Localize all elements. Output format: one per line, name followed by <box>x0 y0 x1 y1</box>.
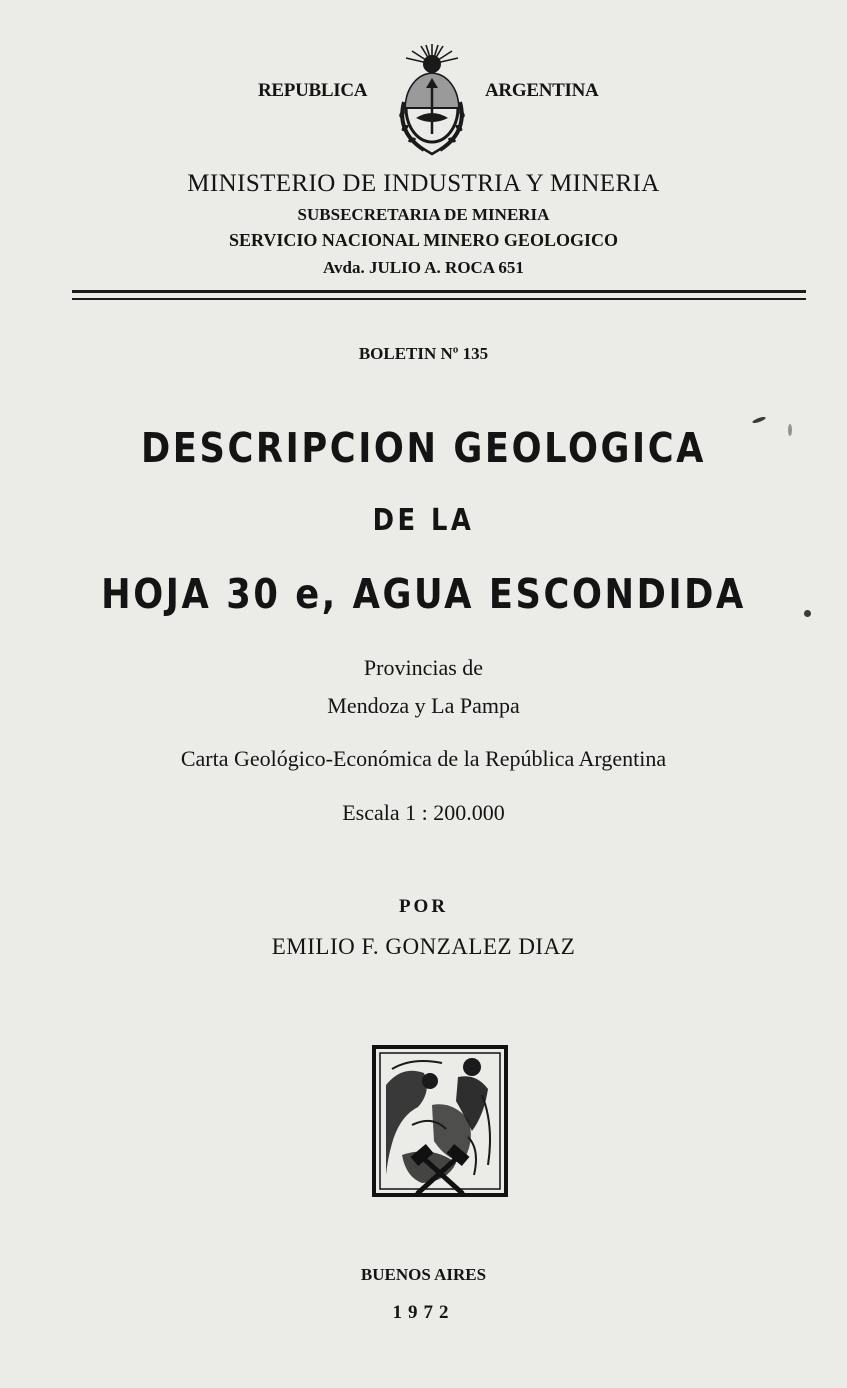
provinces: Mendoza y La Pampa <box>327 693 520 718</box>
country-left-label: REPUBLICA <box>258 80 368 101</box>
title-line-1: DESCRIPCION GEOLOGICA <box>140 424 707 472</box>
provinces-label: Provincias de <box>363 655 484 680</box>
title-line-3: HOJA 30 e, AGUA ESCONDIDA <box>101 570 746 618</box>
ministry-name: MINISTERIO DE INDUSTRIA Y MINERIA <box>187 170 660 197</box>
bulletin-number: BOLETIN Nº 135 <box>358 344 489 363</box>
imprint-city: BUENOS AIRES <box>360 1265 487 1284</box>
country-right-label: ARGENTINA <box>485 80 599 101</box>
subsecretaria-name: SUBSECRETARIA DE MINERIA <box>297 205 550 224</box>
header-rule-bottom <box>72 298 806 300</box>
address: Avda. JULIO A. ROCA 651 <box>323 258 524 277</box>
map-scale: Escala 1 : 200.000 <box>342 800 505 825</box>
paper-speck <box>788 424 792 436</box>
author-name: EMILIO F. GONZALEZ DIAZ <box>271 934 576 959</box>
imprint-year: 1972 <box>392 1302 455 1323</box>
miners-vignette-icon <box>372 1045 508 1197</box>
paper-speck <box>804 610 811 617</box>
series-name: Carta Geológico-Económica de la República Argentina <box>180 746 667 771</box>
title-line-2: DE LA <box>372 503 475 538</box>
coat-of-arms-icon <box>390 42 474 158</box>
author-by: POR <box>398 896 449 917</box>
header-rule-top <box>72 290 806 293</box>
paper-speck <box>752 416 767 425</box>
servicio-name: SERVICIO NACIONAL MINERO GEOLOGICO <box>229 230 618 250</box>
